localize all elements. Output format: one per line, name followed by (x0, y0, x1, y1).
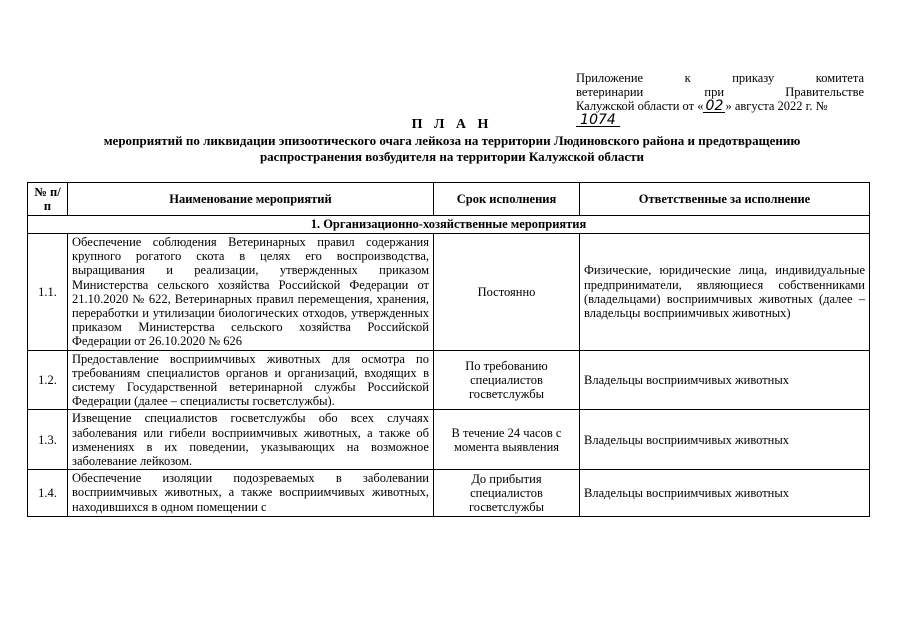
row-num: 1.1. (28, 234, 68, 351)
row-term: По требованию специалистов госветслужбы (434, 350, 580, 410)
row-num: 1.4. (28, 470, 68, 517)
row-responsible: Владельцы восприимчивых животных (580, 410, 870, 470)
appendix-date-prefix: Калужской области от « (576, 99, 704, 113)
row-term: До прибытия специалистов госветслужбы (434, 470, 580, 517)
table-row (28, 470, 870, 517)
row-num: 1.2. (28, 350, 68, 410)
row-term: Постоянно (434, 234, 580, 351)
appendix-date-mid: » августа 2022 г. № (725, 99, 828, 113)
row-action: Обеспечение соблюдения Ветеринарных правил содержания крупного рогатого скота в целях его воспроизводства, выращивания и реализации, утвержденных приказом Министерства сельского хозяйства Российской Федерации от 21.10.2020 № 622, Ветеринарных правил перемещения, хранения, переработки и утилизации биологических отходов, утвержденных приказом Министерства сельского хозяйства Российской Федерации от 26.10.2020 № 626 (68, 234, 434, 351)
header-resp: Ответственные за исполнение (580, 183, 870, 216)
handwritten-day: 02 (703, 100, 725, 113)
table-header-row (28, 183, 870, 216)
plan-title: П Л А Н (411, 117, 493, 132)
plan-subtitle: мероприятий по ликвидации эпизоотического очага лейкоза на территории Людиновского района и предотвращению распространения возбудителя на территории Калужской области (103, 133, 801, 164)
section-title: 1. Организационно-хозяйственные мероприятия (28, 216, 870, 234)
row-action: Предоставление восприимчивых животных для осмотра по требованиям специалистов органов и организаций, входящих в систему Государственной ветеринарной службы Российской Федерации (далее – специалисты госветслужбы). (68, 350, 434, 410)
row-action: Извещение специалистов госветслужбы обо всех случаях заболевания или гибели восприимчивых животных, а также об изменениях в их поведении, указывающих на возможное заболевание лейкозом. (68, 410, 434, 470)
header-num: № п/п (28, 183, 68, 216)
row-action: Обеспечение изоляции подозреваемых в заболевании восприимчивых животных, а также восприимчивых животных, находившихся в одном помещении с (72, 471, 429, 514)
header-term: Срок исполнения (434, 183, 580, 216)
row-action-cell (68, 470, 434, 517)
section-row (28, 216, 870, 234)
row-term: В течение 24 часов с момента выявления (434, 410, 580, 470)
appendix-line-2: ветеринарии при Правительстве (576, 85, 864, 99)
header-name: Наименование мероприятий (68, 183, 434, 216)
appendix-line-1: Приложение к приказу комитета (576, 71, 864, 85)
row-responsible: Владельцы восприимчивых животных (580, 470, 870, 517)
row-num: 1.3. (28, 410, 68, 470)
row-responsible: Владельцы восприимчивых животных (580, 350, 870, 410)
plan-table (27, 182, 870, 517)
table-row (28, 410, 870, 470)
table-row (28, 350, 870, 410)
handwritten-order-number: 1074 (576, 114, 620, 127)
table-row (28, 234, 870, 351)
row-responsible: Физические, юридические лица, индивидуальные предприниматели, являющиеся собственниками (владельцами) восприимчивых животных (далее – владельцы восприимчивых животных) (580, 234, 870, 351)
